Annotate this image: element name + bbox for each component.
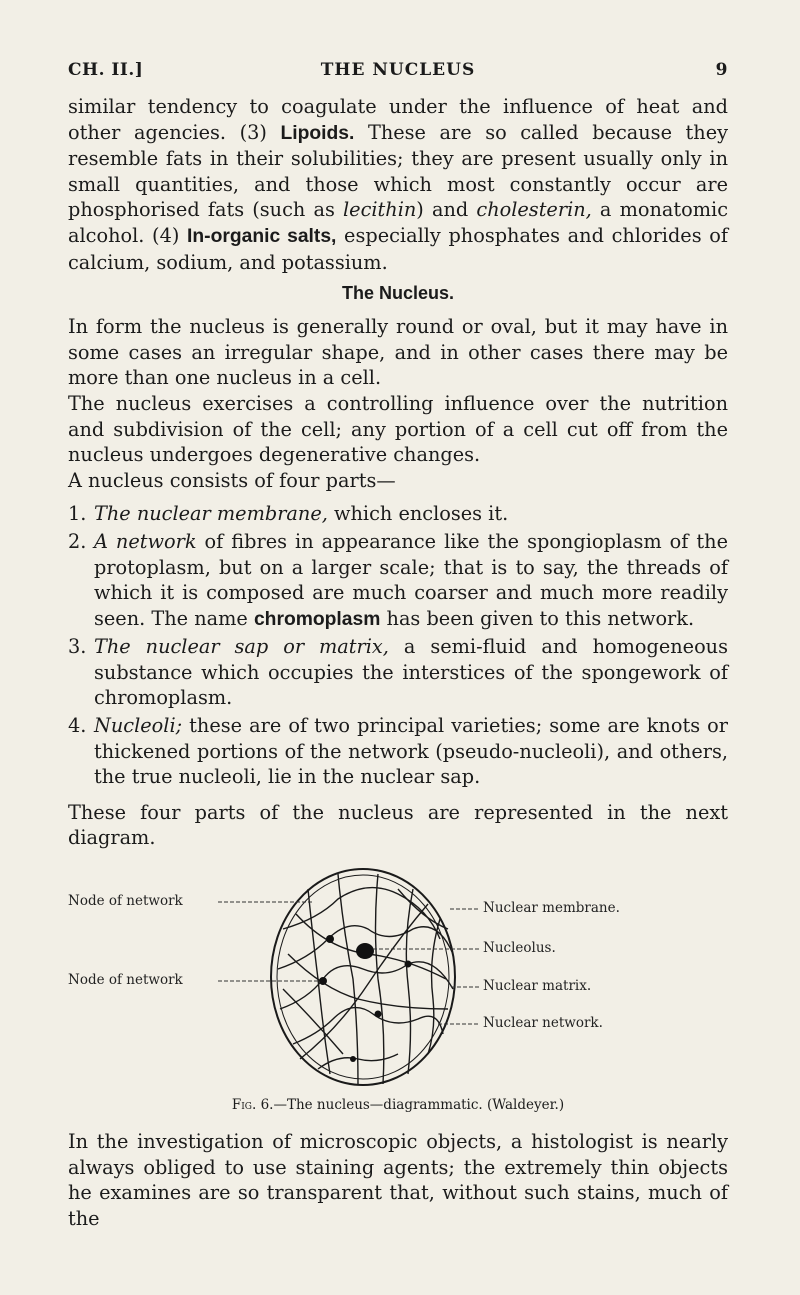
paragraph-staining: In the investigation of microscopic objects, a histologist is nearly always obliged to use staining agents; the extremely thin objects he examines are so transparent that, without such stains, much of the [68,1130,728,1230]
text-run: These are so called because they resemble fats in their solubilities; they are present usually only in small quantities, and those which most constantly occur are phosphorised fats (such as [68,120,729,222]
list-item [68,529,728,632]
text-run: similar tendency to coagulate under the influence of heat and other agencies. (3) [68,95,728,144]
list-text: of fibres in appearance like the spongioplasm of the protoplasm, but on a larger scale; that is to say, the threads of which it is composed are much coarser and much more readily seen. The name [94,529,728,630]
running-title: THE NUCLEUS [320,60,476,80]
label-nuclear-matrix: Nuclear matrix. [483,978,592,995]
label-nuclear-network: Nuclear network. [483,1015,603,1032]
list-text: has been given to this network. [380,606,695,630]
label-nucleolus: Nucleolus. [483,940,556,957]
running-header [68,60,728,80]
paragraph-controlling: The nucleus exercises a controlling influence over the nutrition and subdivision of the cell; any portion of a cell cut off from the nucleus undergoes degenerative changes. [68,391,728,467]
chapter-label: CH. II.] [68,60,144,80]
text-run: a monatomic alcohol. (4) [68,198,728,247]
parts-list [68,501,728,790]
page-number: 9 [715,60,728,80]
caption-text: —The nucleus—diagrammatic. (Waldeyer.) [273,1097,565,1114]
list-text: these are of two principal varieties; some are knots or thickened portions of the network (pseudo-nucleoli), and others, the true nucleoli, lie in the nuclear sap. [94,714,728,789]
page [68,60,728,1231]
nucleus-figure [68,859,728,1119]
paragraph-form: In form the nucleus is generally round or oval, but it may have in some cases an irregular shape, and in other cases there may be more than one nucleus in a cell. [68,315,728,390]
paragraph-parts-intro: A nucleus consists of four parts— [68,468,396,492]
text-run: especially phosphates and chlorides of calcium, sodium, and potassium. [68,223,729,274]
text-run: ) and [416,198,477,222]
label-node-of-network-1: Node of network [68,893,183,910]
list-item [68,634,728,711]
list-number: 1. [68,502,87,526]
figure-caption [68,1097,728,1113]
list-number: 2. [68,529,87,553]
list-number: 4. [68,714,87,738]
list-text: a semi-fluid and homogeneous substance which occupies the interstices of the spongework of chromoplasm. [94,635,728,710]
list-term: A network [94,529,197,553]
list-term: The nuclear sap or matrix, [94,635,389,659]
term-lecithin: lecithin [343,198,417,222]
list-text: which encloses it. [327,502,509,526]
list-term: The nuclear membrane, [94,502,328,526]
list-item [68,713,728,790]
paragraph-diagram-intro: These four parts of the nucleus are represented in the next diagram. [68,800,728,850]
figure-number: Fig. 6. [231,1097,274,1114]
label-node-of-network-2: Node of network [68,972,183,989]
list-number: 3. [68,635,87,659]
section-heading: The Nucleus. [341,283,455,304]
list-item [68,501,728,527]
term-chromoplasm: chromoplasm [253,608,381,630]
term-inorganic-salts: In-organic salts, [187,225,337,247]
paragraph-lipoids [68,94,728,275]
list-term: Nucleoli; [94,714,183,738]
term-lipoids: Lipoids. [280,122,355,144]
term-cholesterin: cholesterin, [476,198,592,222]
label-nuclear-membrane: Nuclear membrane. [483,900,620,917]
